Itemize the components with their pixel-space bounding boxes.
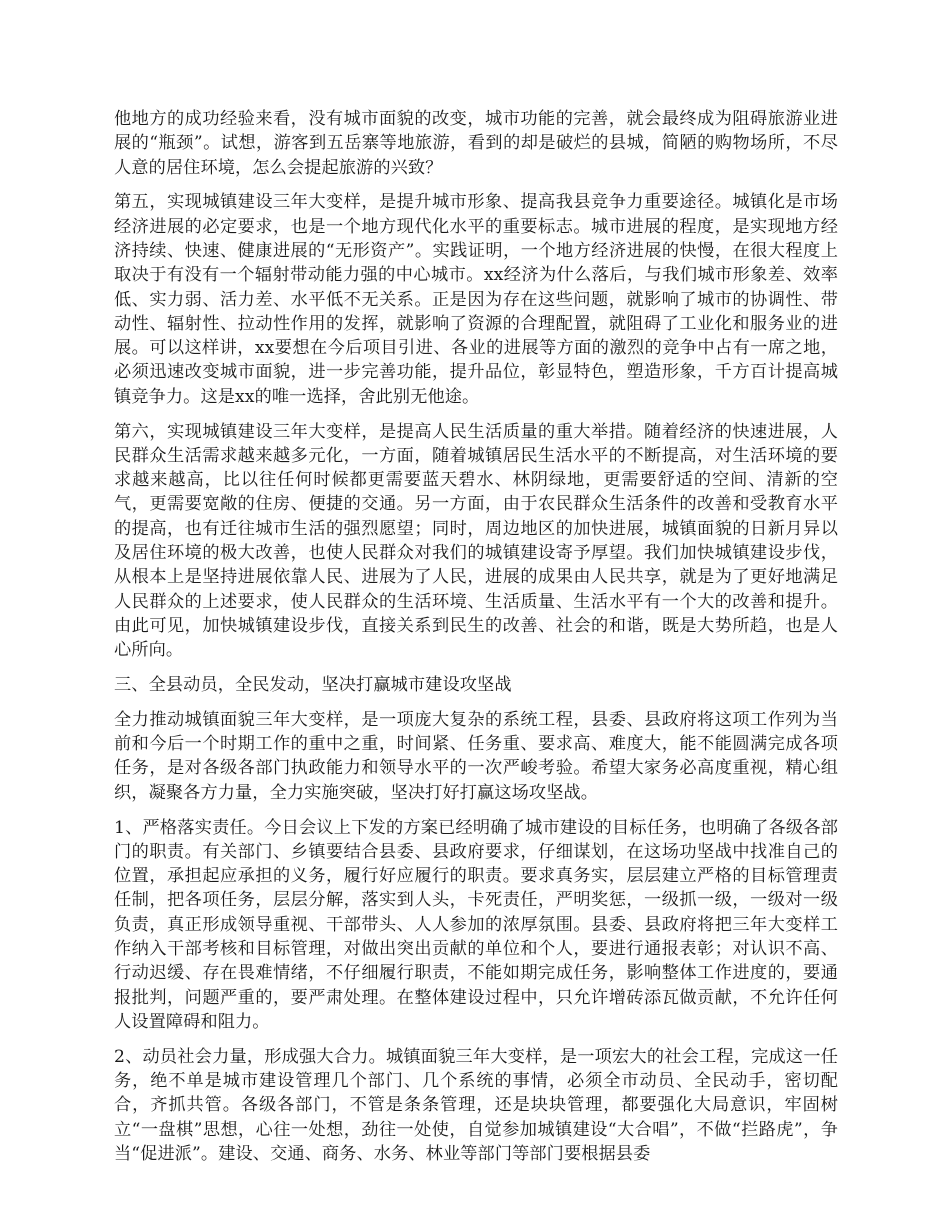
- paragraph-item-two: 2、动员社会力量，形成强大合力。城镇面貌三年大变样，是一项宏大的社会工程，完成这一任务，绝不单是城市建设管理几个部门、几个系统的事情，必须全市动员、全民动手，密切配合，齐抓共管。各级各部门，不管是条条管理，还是块块管理，都要强化大局意识，牢固树立“一盘棋”思想，心往一处想，劲往一处使，自觉参加城镇建设“大合唱”，不做“拦路虎”，争当“促进派”。建设、交通、商务、水务、林业等部门等部门要根据县委: [114, 1046, 838, 1164]
- paragraph-tourism-intro: 他地方的成功经验来看，没有城市面貌的改变，城市功能的完善，就会最终成为阻碍旅游业进展的“瓶颈”。试想，游客到五岳寨等地旅游，看到的却是破烂的县城，简陋的购物场所，不尽人意的居住环境，怎么会提起旅游的兴致？: [114, 109, 838, 178]
- document-page: [114, 107, 838, 1177]
- paragraph-sixth-point: 第六，实现城镇建设三年大变样，是提高人民生活质量的重大举措。随着经济的快速进展，人民群众生活需求越来越多元化，一方面，随着城镇居民生活水平的不断提高，对生活环境的要求越来越高，比以往任何时候都更需要蓝天碧水、林阴绿地，更需要舒适的空间、清新的空气，更需要宽敞的住房、便捷的交通。另一方面，由于农民群众生活条件的改善和受教育水平的提高，也有迁往城市生活的强烈愿望；同时，周边地区的加快进展，城镇面貌的日新月异以及居住环境的极大改善，也使人民群众对我们的城镇建设寄予厚望。我们加快城镇建设步伐，从根本上是坚持进展依靠人民、进展为了人民，进展的成果由人民共享，就是为了更好地满足人民群众的上述要求，使人民群众的生活环境、生活质量、生活水平有一个大的改善和提升。由此可见，加快城镇建设步伐，直接关系到民生的改善、社会的和谐，既是大势所趋，也是人心所向。: [114, 421, 838, 661]
- paragraph-fifth-point: 第五，实现城镇建设三年大变样，是提升城市形象、提高我县竞争力重要途径。城镇化是市场经济进展的必定要求，也是一个地方现代化水平的重要标志。城市进展的程度，是实现地方经济持续、快速、健康进展的“无形资产”。实践证明，一个地方经济进展的快慢，在很大程度上取决于有没有一个辐射带动能力强的中心城市。xx经济为什么落后，与我们城市形象差、效率低、实力弱、活力差、水平低不无关系。正是因为存在这些问题，就影响了城市的协调性、带动性、辐射性、拉动性作用的发挥，就影响了资源的合理配置，就阻碍了工业化和服务业的进展。可以这样讲，xx要想在今后项目引进、各业的进展等方面的激烈的竞争中占有一席之地，必须迅速改变城市面貌，进一步完善功能，提升品位，彰显特色，塑造形象，千方百计提高城镇竞争力。这是xx的唯一选择，舍此别无他途。: [114, 192, 838, 407]
- section-heading-three: 三、全县动员，全民发动，坚决打赢城市建设攻坚战: [114, 675, 512, 696]
- paragraph-section-intro: 全力推动城镇面貌三年大变样，是一项庞大复杂的系统工程，县委、县政府将这项工作列为当前和今后一个时期工作的重中之重，时间紧、任务重、要求高、难度大，能不能圆满完成各项任务，是对各级各部门执政能力和领导水平的一次严峻考验。希望大家务必高度重视，精心组织，凝聚各方力量，全力实施突破，坚决打好打赢这场攻坚战。: [114, 709, 838, 803]
- paragraph-item-one: 1、严格落实责任。今日会议上下发的方案已经明确了城市建设的目标任务，也明确了各级各部门的职责。有关部门、乡镇要结合县委、县政府要求，仔细谋划，在这场功坚战中找准自己的位置，承担起应承担的义务，履行好应履行的职责。要求真务实，层层建立严格的目标管理责任制，把各项任务，层层分解，落实到人头，卡死责任，严明奖惩，一级抓一级，一级对一级负责，真正形成领导重视、干部带头、人人参加的浓厚氛围。县委、县政府将把三年大变样工作纳入干部考核和目标管理，对做出突出贡献的单位和个人，要进行通报表彰；对认识不高、行动迟缓、存在畏难情绪，不仔细履行职责，不能如期完成任务，影响整体工作进度的，要通报批判，问题严重的，要严肃处理。在整体建设过程中，只允许增砖添瓦做贡献，不允许任何人设置障碍和阻力。: [114, 817, 838, 1032]
